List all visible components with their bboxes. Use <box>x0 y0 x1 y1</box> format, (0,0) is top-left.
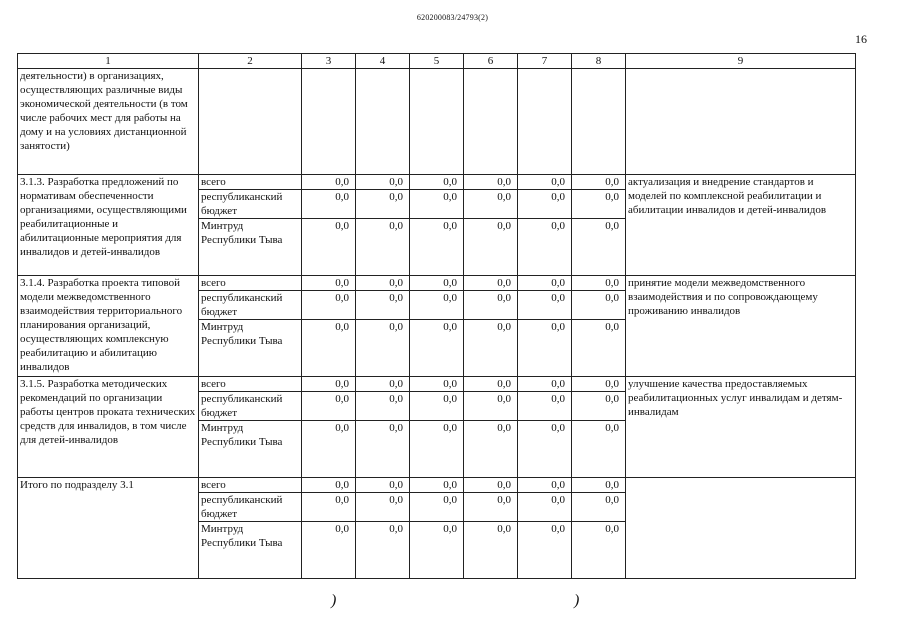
amount-cell: 0,0 <box>518 320 572 377</box>
amount-cell: 0,0 <box>302 478 356 493</box>
amount-cell: 0,0 <box>410 190 464 219</box>
amount-cell: 0,0 <box>572 175 626 190</box>
table-row <box>18 478 856 493</box>
table-row <box>18 175 856 190</box>
table-cell <box>626 69 856 175</box>
table-cell <box>302 69 356 175</box>
column-header: 4 <box>356 54 410 69</box>
amount-cell: 0,0 <box>410 421 464 478</box>
amount-cell: 0,0 <box>356 377 410 392</box>
amount-cell: 0,0 <box>464 276 518 291</box>
activity-name-cell: 3.1.4. Разработка проекта типовой модели межведомственного взаимодействия территориального планирования организаций, осуществляющих комплексную реабилитацию и абилитацию инвалидов <box>18 276 199 377</box>
amount-cell: 0,0 <box>572 320 626 377</box>
amount-cell: 0,0 <box>572 522 626 579</box>
continuation-text: деятельности) в организациях, осуществляющих различные виды экономической деятельности (в том числе рабочих мест для работы на дому и на условиях дистанционной занятости) <box>18 69 199 175</box>
funding-source-cell: всего <box>199 276 302 291</box>
column-header: 6 <box>464 54 518 69</box>
amount-cell: 0,0 <box>518 276 572 291</box>
amount-cell: 0,0 <box>518 219 572 276</box>
column-header: 5 <box>410 54 464 69</box>
column-header: 2 <box>199 54 302 69</box>
amount-cell: 0,0 <box>572 291 626 320</box>
amount-cell: 0,0 <box>572 493 626 522</box>
amount-cell: 0,0 <box>518 478 572 493</box>
funding-source-cell: Минтруд Республики Тыва <box>199 522 302 579</box>
funding-source-cell: всего <box>199 478 302 493</box>
amount-cell: 0,0 <box>464 190 518 219</box>
amount-cell: 0,0 <box>302 219 356 276</box>
amount-cell: 0,0 <box>302 320 356 377</box>
amount-cell: 0,0 <box>302 175 356 190</box>
funding-source-cell: всего <box>199 175 302 190</box>
amount-cell: 0,0 <box>464 320 518 377</box>
amount-cell: 0,0 <box>464 219 518 276</box>
expected-result-cell <box>626 478 856 579</box>
activity-name-cell: 3.1.3. Разработка предложений по нормативам обеспеченности организациями, осуществляющими реабилитационные и абилитационные мероприятия для инвалидов и детей-инвалидов <box>18 175 199 276</box>
amount-cell: 0,0 <box>410 377 464 392</box>
amount-cell: 0,0 <box>518 190 572 219</box>
amount-cell: 0,0 <box>518 392 572 421</box>
column-header: 3 <box>302 54 356 69</box>
column-header: 1 <box>18 54 199 69</box>
expected-result-cell: принятие модели межведомственного взаимодействия и по сопровождающему проживанию инвалидов <box>626 276 856 377</box>
table-row <box>18 377 856 392</box>
expected-result-cell: улучшение качества предоставляемых реабилитационных услуг инвалидам и детям-инвалидам <box>626 377 856 478</box>
amount-cell: 0,0 <box>356 291 410 320</box>
table-cell <box>518 69 572 175</box>
amount-cell: 0,0 <box>464 291 518 320</box>
funding-source-cell: республиканский бюджет <box>199 493 302 522</box>
amount-cell: 0,0 <box>410 320 464 377</box>
funding-source-cell: республиканский бюджет <box>199 190 302 219</box>
amount-cell: 0,0 <box>572 392 626 421</box>
column-header: 9 <box>626 54 856 69</box>
document-id: 620200083/24793(2) <box>416 13 489 22</box>
activity-name-cell: Итого по подразделу 3.1 <box>18 478 199 579</box>
amount-cell: 0,0 <box>464 478 518 493</box>
amount-cell: 0,0 <box>410 175 464 190</box>
amount-cell: 0,0 <box>302 377 356 392</box>
column-header: 8 <box>572 54 626 69</box>
amount-cell: 0,0 <box>356 190 410 219</box>
amount-cell: 0,0 <box>302 421 356 478</box>
continuation-row <box>18 69 856 175</box>
amount-cell: 0,0 <box>356 522 410 579</box>
amount-cell: 0,0 <box>302 276 356 291</box>
table-cell <box>356 69 410 175</box>
amount-cell: 0,0 <box>356 175 410 190</box>
table-cell <box>199 69 302 175</box>
funding-source-cell: Минтруд Республики Тыва <box>199 219 302 276</box>
amount-cell: 0,0 <box>410 478 464 493</box>
table-row <box>18 276 856 291</box>
table-cell <box>464 69 518 175</box>
amount-cell: 0,0 <box>464 392 518 421</box>
budget-table <box>17 53 856 579</box>
amount-cell: 0,0 <box>356 478 410 493</box>
amount-cell: 0,0 <box>572 219 626 276</box>
amount-cell: 0,0 <box>302 190 356 219</box>
amount-cell: 0,0 <box>464 522 518 579</box>
funding-source-cell: республиканский бюджет <box>199 392 302 421</box>
amount-cell: 0,0 <box>518 175 572 190</box>
amount-cell: 0,0 <box>518 421 572 478</box>
amount-cell: 0,0 <box>464 175 518 190</box>
amount-cell: 0,0 <box>572 190 626 219</box>
amount-cell: 0,0 <box>572 377 626 392</box>
funding-source-cell: Минтруд Республики Тыва <box>199 320 302 377</box>
amount-cell: 0,0 <box>464 421 518 478</box>
amount-cell: 0,0 <box>518 522 572 579</box>
table-cell <box>572 69 626 175</box>
column-header: 7 <box>518 54 572 69</box>
amount-cell: 0,0 <box>518 493 572 522</box>
amount-cell: 0,0 <box>410 392 464 421</box>
amount-cell: 0,0 <box>302 493 356 522</box>
expected-result-cell: актуализация и внедрение стандартов и моделей по комплексной реабилитации и абилитации инвалидов и детей-инвалидов <box>626 175 856 276</box>
amount-cell: 0,0 <box>410 291 464 320</box>
amount-cell: 0,0 <box>302 522 356 579</box>
amount-cell: 0,0 <box>518 291 572 320</box>
amount-cell: 0,0 <box>464 377 518 392</box>
amount-cell: 0,0 <box>410 522 464 579</box>
funding-source-cell: Минтруд Республики Тыва <box>199 421 302 478</box>
amount-cell: 0,0 <box>356 219 410 276</box>
funding-source-cell: всего <box>199 377 302 392</box>
amount-cell: 0,0 <box>302 291 356 320</box>
amount-cell: 0,0 <box>464 493 518 522</box>
table-cell <box>410 69 464 175</box>
amount-cell: 0,0 <box>410 493 464 522</box>
table-body <box>18 54 856 579</box>
footer-mark: ) <box>574 592 580 609</box>
page-number: 16 <box>855 32 867 46</box>
amount-cell: 0,0 <box>356 421 410 478</box>
amount-cell: 0,0 <box>356 493 410 522</box>
amount-cell: 0,0 <box>518 377 572 392</box>
amount-cell: 0,0 <box>410 276 464 291</box>
amount-cell: 0,0 <box>356 392 410 421</box>
amount-cell: 0,0 <box>302 392 356 421</box>
amount-cell: 0,0 <box>572 276 626 291</box>
footer-mark: ) <box>331 592 337 609</box>
funding-source-cell: республиканский бюджет <box>199 291 302 320</box>
header-row <box>18 54 856 69</box>
amount-cell: 0,0 <box>356 276 410 291</box>
amount-cell: 0,0 <box>572 421 626 478</box>
amount-cell: 0,0 <box>356 320 410 377</box>
amount-cell: 0,0 <box>572 478 626 493</box>
activity-name-cell: 3.1.5. Разработка методических рекомендаций по организации работы центров проката технических средств для инвалидов, в том числе для детей-инвалидов <box>18 377 199 478</box>
amount-cell: 0,0 <box>410 219 464 276</box>
